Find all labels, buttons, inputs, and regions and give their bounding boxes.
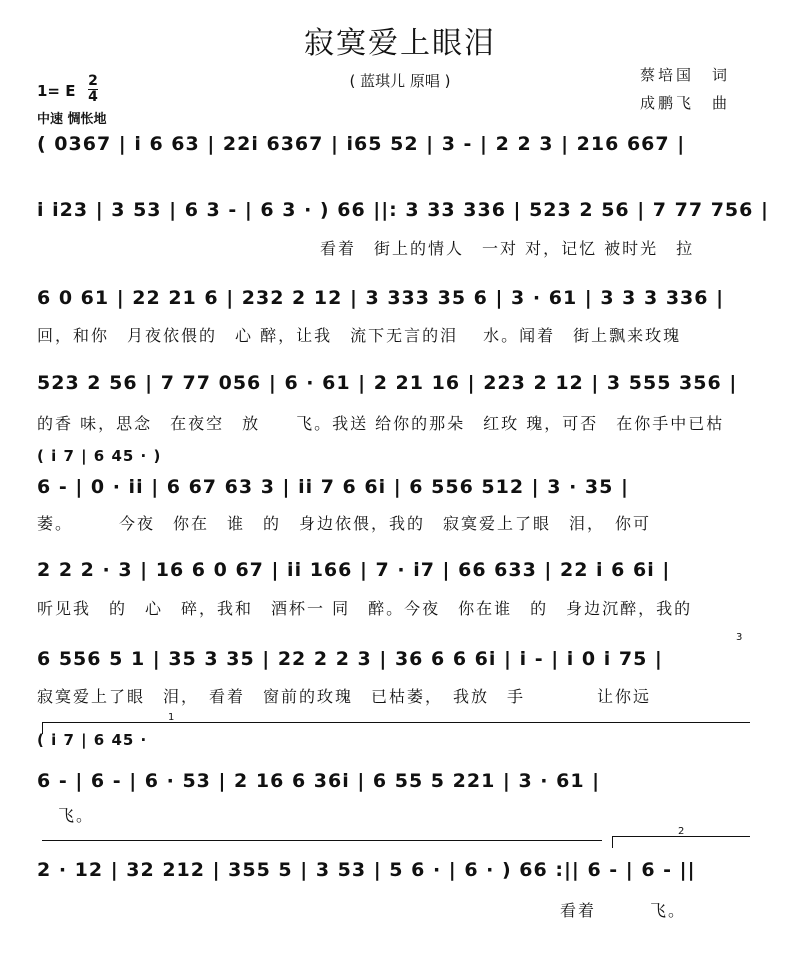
volta-2-left bbox=[612, 836, 613, 848]
composer-credit: 成鹏飞 曲 bbox=[640, 94, 731, 112]
time-signature bbox=[88, 74, 98, 105]
system-5-ossia: ( i 7 | 6 45 · ) bbox=[37, 447, 162, 465]
song-subtitle: ( 蓝琪儿 原唱 ) bbox=[349, 72, 451, 90]
triplet-mark: 3 bbox=[736, 632, 743, 643]
song-title: 寂寞爱上眼泪 bbox=[304, 26, 496, 61]
lyricist-credit: 蔡培国 词 bbox=[640, 66, 731, 84]
system-5-notes: 6 - | 0 · ii | 6 67 63 3 | ii 7 6 6i | 6 556 512 | 3 · 35 | bbox=[37, 476, 629, 498]
system-4-notes: 523 2 56 | 7 77 056 | 6 · 61 | 2 21 16 | 223 2 12 | 3 555 356 | bbox=[37, 372, 738, 394]
system-7-lyrics: 寂寞爱上了眼 泪， 看着 窗前的玫瑰 已枯萎， 我放 手 让你远 bbox=[37, 687, 652, 706]
time-signature-bottom: 4 bbox=[88, 89, 98, 105]
system-2-notes: i i23 | 3 53 | 6 3 - | 6 3 · ) 66 ||: 3 33 336 | 523 2 56 | 7 77 756 | bbox=[37, 199, 769, 221]
volta-1-bracket bbox=[42, 722, 750, 723]
system-8-notes: 6 - | 6 - | 6 · 53 | 2 16 6 36i | 6 55 5 221 | 3 · 61 | bbox=[37, 770, 601, 792]
key-signature: 1= E bbox=[37, 82, 76, 100]
system-6-lyrics: 听见我 的 心 碎，我和 酒杯一 同 醉。今夜 你在谁 的 身边沉醉，我的 bbox=[37, 599, 693, 618]
system-3-notes: 6 0 61 | 22 21 6 | 232 2 12 | 3 333 35 6 | 3 · 61 | 3 3 3 336 | bbox=[37, 287, 725, 309]
system-1-notes: ( 0367 | i 6 63 | 22i 6367 | i65 52 | 3 - | 2 2 3 | 216 667 | bbox=[37, 133, 686, 155]
system-9-notes: 2 · 12 | 32 212 | 355 5 | 3 53 | 5 6 · | 6 · ) 66 :|| 6 - | 6 - || bbox=[37, 859, 696, 881]
volta-2-number: 2 bbox=[678, 826, 685, 837]
system-6-notes: 2 2 2 · 3 | 16 6 0 67 | ii 166 | 7 · i7 | 66 633 | 22 i 6 6i | bbox=[37, 559, 671, 581]
system-8-ossia: ( i 7 | 6 45 · bbox=[37, 731, 148, 749]
time-signature-top: 2 bbox=[88, 73, 98, 89]
system-4-lyrics: 的香 味，思念 在夜空 放 飞。我送 给你的那朵 红玫 瑰，可否 在你手中已枯 bbox=[37, 414, 725, 433]
system-5-lyrics: 萎。 今夜 你在 谁 的 身边依偎，我的 寂寞爱上了眼 泪， 你可 bbox=[37, 514, 652, 533]
system-9-lyrics: 看着 飞。 bbox=[560, 901, 687, 920]
system-8-lyrics: 飞。 bbox=[58, 806, 95, 825]
system-3-lyrics: 回，和你 月夜依偎的 心 醉，让我 流下无言的泪 水。闻着 街上飘来玫瑰 bbox=[37, 326, 682, 345]
volta-divider bbox=[42, 840, 602, 841]
system-2-lyrics: 看着 街上的情人 一对 对，记忆 被时光 拉 bbox=[320, 239, 695, 258]
tempo-marking: 中速 惆怅地 bbox=[37, 112, 107, 127]
system-7-notes: 6 556 5 1 | 35 3 35 | 22 2 2 3 | 36 6 6 6i | i - | i 0 i 75 | bbox=[37, 648, 663, 670]
volta-1-number: 1 bbox=[168, 712, 175, 723]
